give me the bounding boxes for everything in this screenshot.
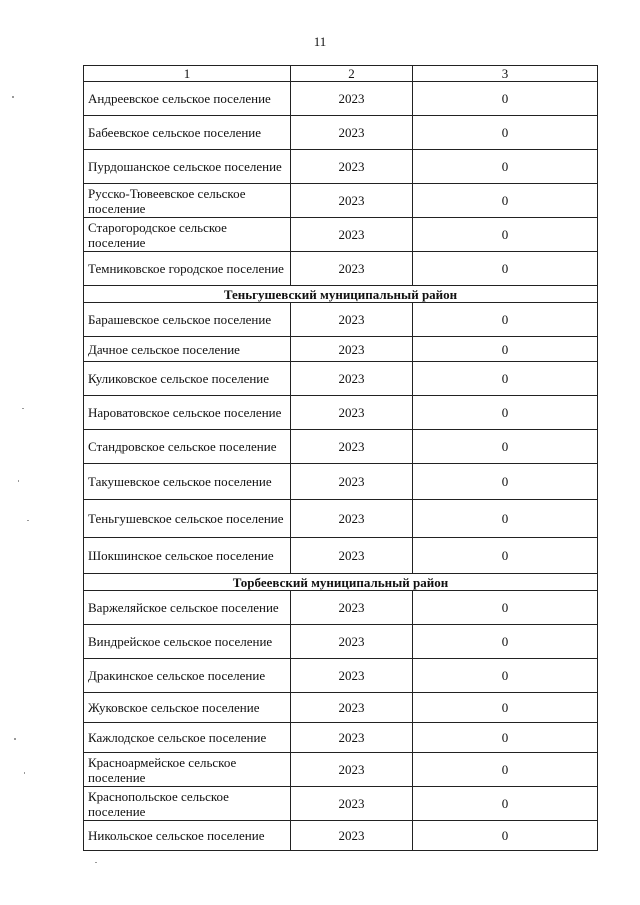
scan-speck: [18, 480, 19, 482]
year-cell: 2023: [291, 303, 413, 337]
scan-speck: [12, 96, 14, 98]
value-cell: 0: [413, 723, 598, 753]
settlement-name: Темниковское городское поселение: [84, 252, 291, 286]
settlement-name: Стандровское сельское поселение: [84, 430, 291, 464]
table-row: [84, 430, 598, 464]
year-cell: 2023: [291, 500, 413, 538]
year-cell: 2023: [291, 82, 413, 116]
section-header-row: [84, 574, 598, 591]
year-cell: 2023: [291, 659, 413, 693]
scan-speck: [95, 862, 97, 863]
table-row: [84, 362, 598, 396]
year-cell: 2023: [291, 396, 413, 430]
settlement-name: Краснопольское сельское поселение: [84, 787, 291, 821]
section-title: Торбеевский муниципальный район: [84, 574, 598, 591]
year-cell: 2023: [291, 821, 413, 851]
table-row: [84, 150, 598, 184]
table-body: [84, 66, 598, 851]
settlement-name: Красноармейское сельское поселение: [84, 753, 291, 787]
section-title: Теньгушевский муниципальный район: [84, 286, 598, 303]
value-cell: 0: [413, 693, 598, 723]
table-row: [84, 396, 598, 430]
table-row: [84, 693, 598, 723]
table-row: [84, 252, 598, 286]
value-cell: 0: [413, 753, 598, 787]
year-cell: 2023: [291, 753, 413, 787]
year-cell: 2023: [291, 184, 413, 218]
table-row: [84, 218, 598, 252]
table-row: [84, 753, 598, 787]
year-cell: 2023: [291, 538, 413, 574]
value-cell: 0: [413, 500, 598, 538]
page-number: 11: [313, 34, 327, 49]
value-cell: 0: [413, 538, 598, 574]
value-cell: 0: [413, 430, 598, 464]
settlement-name: Куликовское сельское поселение: [84, 362, 291, 396]
table-row: [84, 500, 598, 538]
year-cell: 2023: [291, 723, 413, 753]
column-header-3: 3: [413, 66, 598, 82]
settlement-name: Нароватовское сельское поселение: [84, 396, 291, 430]
value-cell: 0: [413, 337, 598, 362]
year-cell: 2023: [291, 430, 413, 464]
year-cell: 2023: [291, 591, 413, 625]
year-cell: 2023: [291, 116, 413, 150]
value-cell: 0: [413, 362, 598, 396]
year-cell: 2023: [291, 787, 413, 821]
value-cell: 0: [413, 184, 598, 218]
value-cell: 0: [413, 591, 598, 625]
table-row: [84, 787, 598, 821]
year-cell: 2023: [291, 693, 413, 723]
settlement-name: Старогородское сельское поселение: [84, 218, 291, 252]
scan-speck: [22, 408, 24, 409]
table-row: [84, 303, 598, 337]
table-row: [84, 723, 598, 753]
value-cell: 0: [413, 252, 598, 286]
table-row: [84, 591, 598, 625]
value-cell: 0: [413, 116, 598, 150]
settlement-name: Кажлодское сельское поселение: [84, 723, 291, 753]
table-row: [84, 82, 598, 116]
year-cell: 2023: [291, 464, 413, 500]
settlement-name: Шокшинское сельское поселение: [84, 538, 291, 574]
table-row: [84, 538, 598, 574]
settlement-name: Бабеевское сельское поселение: [84, 116, 291, 150]
scan-speck: [27, 520, 29, 521]
settlement-name: Никольское сельское поселение: [84, 821, 291, 851]
scan-speck: [14, 738, 16, 740]
settlement-name: Андреевское сельское поселение: [84, 82, 291, 116]
year-cell: 2023: [291, 252, 413, 286]
data-table: [83, 65, 598, 851]
year-cell: 2023: [291, 625, 413, 659]
value-cell: 0: [413, 150, 598, 184]
table-row: [84, 116, 598, 150]
scan-speck: [24, 772, 25, 774]
settlement-name: Виндрейское сельское поселение: [84, 625, 291, 659]
settlement-name: Русско-Тювеевское сельское поселение: [84, 184, 291, 218]
value-cell: 0: [413, 396, 598, 430]
table-row: [84, 659, 598, 693]
table-row: [84, 625, 598, 659]
value-cell: 0: [413, 821, 598, 851]
year-cell: 2023: [291, 337, 413, 362]
settlement-name: Пурдошанское сельское поселение: [84, 150, 291, 184]
value-cell: 0: [413, 82, 598, 116]
table-row: [84, 337, 598, 362]
settlement-name: Теньгушевское сельское поселение: [84, 500, 291, 538]
column-header-1: 1: [84, 66, 291, 82]
table-header-row: [84, 66, 598, 82]
value-cell: 0: [413, 625, 598, 659]
value-cell: 0: [413, 787, 598, 821]
settlement-name: Дракинское сельское поселение: [84, 659, 291, 693]
table-row: [84, 464, 598, 500]
value-cell: 0: [413, 659, 598, 693]
settlement-name: Варжеляйское сельское поселение: [84, 591, 291, 625]
table-row: [84, 821, 598, 851]
settlement-name: Такушевское сельское поселение: [84, 464, 291, 500]
settlement-name: Барашевское сельское поселение: [84, 303, 291, 337]
settlement-name: Дачное сельское поселение: [84, 337, 291, 362]
value-cell: 0: [413, 303, 598, 337]
section-header-row: [84, 286, 598, 303]
year-cell: 2023: [291, 218, 413, 252]
year-cell: 2023: [291, 362, 413, 396]
value-cell: 0: [413, 218, 598, 252]
column-header-2: 2: [291, 66, 413, 82]
value-cell: 0: [413, 464, 598, 500]
year-cell: 2023: [291, 150, 413, 184]
settlement-name: Жуковское сельское поселение: [84, 693, 291, 723]
table-row: [84, 184, 598, 218]
